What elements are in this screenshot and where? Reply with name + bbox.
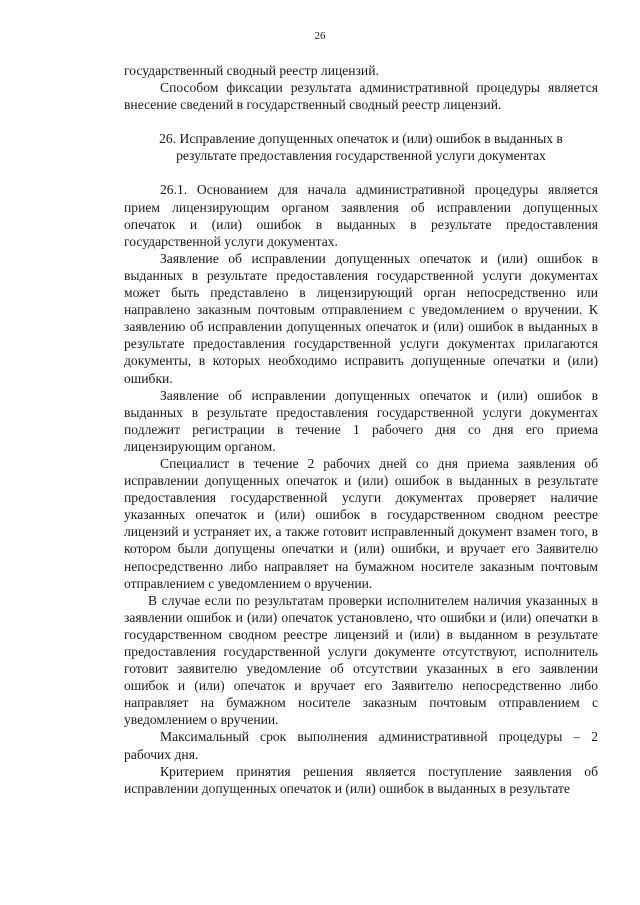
- paragraph-no-errors-case: В случае если по результатам проверки исполнителем наличия указанных в заявлении ошибок и (или) опечаток установлено, что ошибки и (или) опечатки в государственном сводном реестре лицензий и (или) в выданном в результате предоставления государственной услуги документе отсутствуют, исполнитель готовит заявителю уведомление об отсутствии указанных в его заявлении ошибок и (или) опечаток и вручает его Заявителю непосредственно либо направляет на бумажном носителе заказным почтовым отправлением с уведомлением о вручении.: [124, 592, 598, 728]
- section-heading: 26. Исправление допущенных опечаток и (или) ошибок в выданных в результате предоставления государственной услуги документах: [159, 131, 563, 164]
- paragraph-decision-criterion: Критерием принятия решения является поступление заявления об исправлении допущенных опечаток и (или) ошибок в выданных в результате: [124, 763, 598, 796]
- page-number: 26: [314, 30, 326, 42]
- paragraph-continuation: государственный сводный реестр лицензий.: [124, 63, 379, 78]
- paragraph-fixation-method: Способом фиксации результата административной процедуры является внесение сведений в государственный сводный реестр лицензий.: [124, 80, 598, 113]
- paragraph-registration: Заявление об исправлении допущенных опечаток и (или) ошибок в выданных в результате предоставления государственной услуги документах подлежит регистрации в течение 1 рабочего дня со дня его приема лицензирующим органом.: [124, 387, 598, 454]
- document-body: [124, 62, 598, 797]
- paragraph-specialist-check: Специалист в течение 2 рабочих дней со дня приема заявления об исправлении допущенных опечаток и (или) ошибок в выданных в результате предоставления государственной услуги документах проверяет наличие указанных опечаток и (или) ошибок в государственном сводном реестре лицензий и устраняет их, а также готовит исправленный документ взамен того, в котором были допущены опечатки и (или) ошибки, и вручает его Заявителю непосредственно либо направляет на бумажном носителе заказным почтовым отправлением с уведомлением о вручении.: [124, 455, 598, 591]
- paragraph-submission: Заявление об исправлении допущенных опечаток и (или) ошибок в выданных в результате предоставления государственной услуги документах может быть представлено в лицензирующий орган непосредственно или направлено заказным почтовым отправлением с уведомлением о вручении. К заявлению об исправлении допущенных опечаток и (или) ошибок в выданных в результате предоставления государственной услуги документах прилагаются документы, в которых необходимо исправить допущенные опечатки и (или) ошибки.: [124, 250, 598, 386]
- paragraph-basis: 26.1. Основанием для начала административной процедуры является прием лицензирующим органом заявления об исправлении допущенных опечаток и (или) ошибок в выданных в результате предоставления государственной услуги документах.: [124, 182, 598, 249]
- paragraph-max-duration: Максимальный срок выполнения административной процедуры – 2 рабочих дня.: [124, 729, 598, 762]
